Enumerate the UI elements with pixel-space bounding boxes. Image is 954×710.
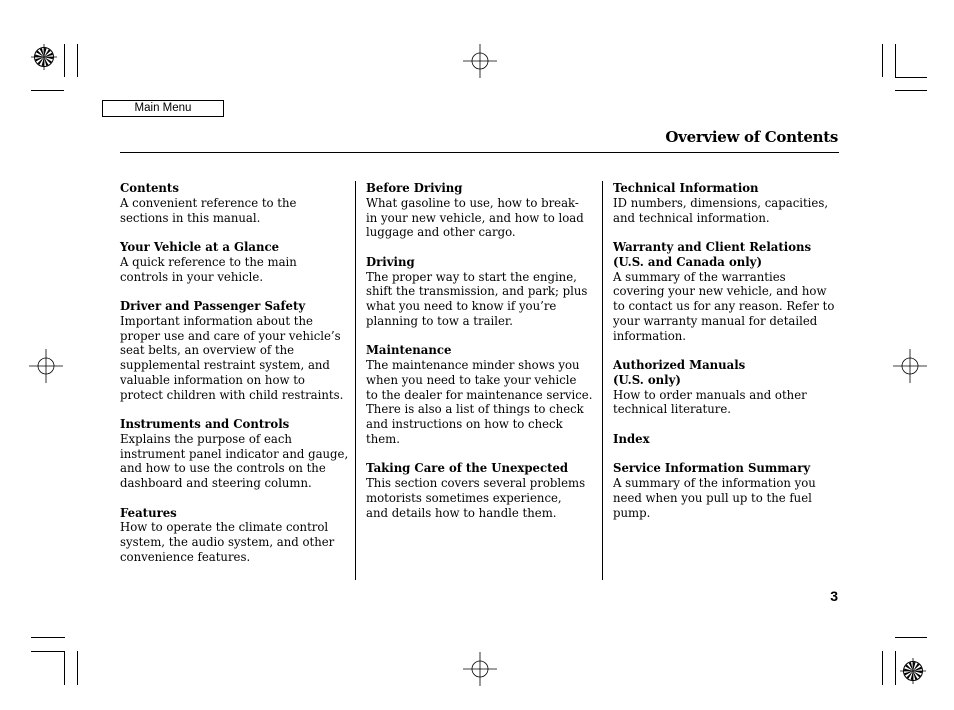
section-description-technical-information: ID numbers, dimensions, capacities, and technical information. xyxy=(613,195,829,225)
section-authorized-manuals xyxy=(613,358,843,417)
section-driver-and-passenger-safety xyxy=(120,299,350,402)
column-divider xyxy=(602,181,603,580)
target-crosshair xyxy=(900,658,926,684)
section-title-contents[interactable]: Contents xyxy=(120,181,179,195)
crop-mark-top-right xyxy=(883,44,928,91)
column-divider xyxy=(355,181,356,580)
section-title-taking-care-of-the-unexpected[interactable]: Taking Care of the Unexpected xyxy=(366,461,569,476)
crosshair-lines xyxy=(893,349,927,383)
main-menu-button[interactable]: Main Menu xyxy=(102,100,224,117)
section-description-contents: A convenient reference to the sections in this manual. xyxy=(120,195,297,225)
registration-target-icon xyxy=(31,44,57,70)
section-title-driver-and-passenger-safety[interactable]: Driver and Passenger Safety xyxy=(120,299,306,313)
crosshair-icon xyxy=(463,652,497,686)
section-technical-information xyxy=(613,181,843,225)
section-title-maintenance[interactable]: Maintenance xyxy=(366,343,452,358)
section-description-authorized-manuals: How to order manuals and other technical literature. xyxy=(613,387,807,417)
section-maintenance xyxy=(366,343,596,446)
section-warranty-and-client-relations xyxy=(613,240,843,343)
section-title-service-information-summary[interactable]: Service Information Summary xyxy=(613,461,811,476)
section-title-technical-information[interactable]: Technical Information xyxy=(613,181,759,195)
section-description-maintenance: The maintenance minder shows you when you need to take your vehicle to the dealer for maintenance service. There is also a list of things to check and instructions on how to check them. xyxy=(366,358,593,446)
section-instruments-and-controls xyxy=(120,417,350,491)
title-rule xyxy=(120,152,839,153)
crosshair-lines xyxy=(463,652,497,686)
section-description-taking-care-of-the-unexpected: This section covers several problems motorists sometimes experience, and details how to handle them. xyxy=(366,476,586,520)
page-title: Overview of Contents xyxy=(665,128,838,146)
column-3 xyxy=(613,181,843,535)
section-title-authorized-manuals[interactable]: Authorized Manuals (U.S. only) xyxy=(613,358,746,387)
section-description-your-vehicle-at-a-glance: A quick reference to the main controls in your vehicle. xyxy=(120,254,297,284)
section-taking-care-of-the-unexpected xyxy=(366,461,596,520)
section-your-vehicle-at-a-glance xyxy=(120,240,350,284)
crop-mark-bottom-right xyxy=(883,638,928,686)
section-title-warranty-and-client-relations[interactable]: Warranty and Client Relations (U.S. and Canada only) xyxy=(613,240,812,269)
section-description-driving: The proper way to start the engine, shift the transmission, and park; plus what you need to know if you’re planning to tow a trailer. xyxy=(366,269,588,328)
section-contents xyxy=(120,181,350,225)
section-title-instruments-and-controls[interactable]: Instruments and Controls xyxy=(120,417,290,431)
crosshair-icon xyxy=(463,44,497,78)
section-description-warranty-and-client-relations: A summary of the warranties covering your new vehicle, and how to contact us for any reason. Refer to your warranty manual for detailed information. xyxy=(613,269,835,343)
section-description-instruments-and-controls: Explains the purpose of each instrument panel indicator and gauge, and how to use the controls on the dashboard and steering column. xyxy=(120,431,349,490)
crosshair-lines xyxy=(463,44,497,78)
registration-target-icon xyxy=(900,658,926,684)
section-index xyxy=(613,432,843,447)
column-2 xyxy=(366,181,596,535)
page-number: 3 xyxy=(830,588,838,604)
crosshair-lines xyxy=(29,349,63,383)
section-features xyxy=(120,506,350,565)
section-driving xyxy=(366,255,596,329)
section-title-driving[interactable]: Driving xyxy=(366,254,415,269)
section-before-driving xyxy=(366,181,596,240)
target-crosshair xyxy=(31,44,57,70)
crosshair-icon xyxy=(893,349,927,383)
section-description-service-information-summary: A summary of the information you need when you pull up to the fuel pump. xyxy=(613,476,816,520)
section-description-features: How to operate the climate control system, the audio system, and other convenience features. xyxy=(120,520,335,564)
section-title-your-vehicle-at-a-glance[interactable]: Your Vehicle at a Glance xyxy=(120,240,280,254)
section-description-before-driving: What gasoline to use, how to break- in your new vehicle, and how to load luggage and other cargo. xyxy=(366,195,584,240)
section-title-before-driving[interactable]: Before Driving xyxy=(366,181,463,195)
section-description-driver-and-passenger-safety: Important information about the proper use and care of your vehicle’s seat belts, an overview of the supplemental restraint system, and valuable information on how to protect children with child restraints. xyxy=(120,313,344,402)
section-title-features[interactable]: Features xyxy=(120,505,177,520)
crop-mark-bottom-left xyxy=(31,638,78,686)
section-service-information-summary xyxy=(613,461,843,520)
crosshair-icon xyxy=(29,349,63,383)
section-title-index[interactable]: Index xyxy=(613,431,650,446)
column-1 xyxy=(120,181,350,579)
